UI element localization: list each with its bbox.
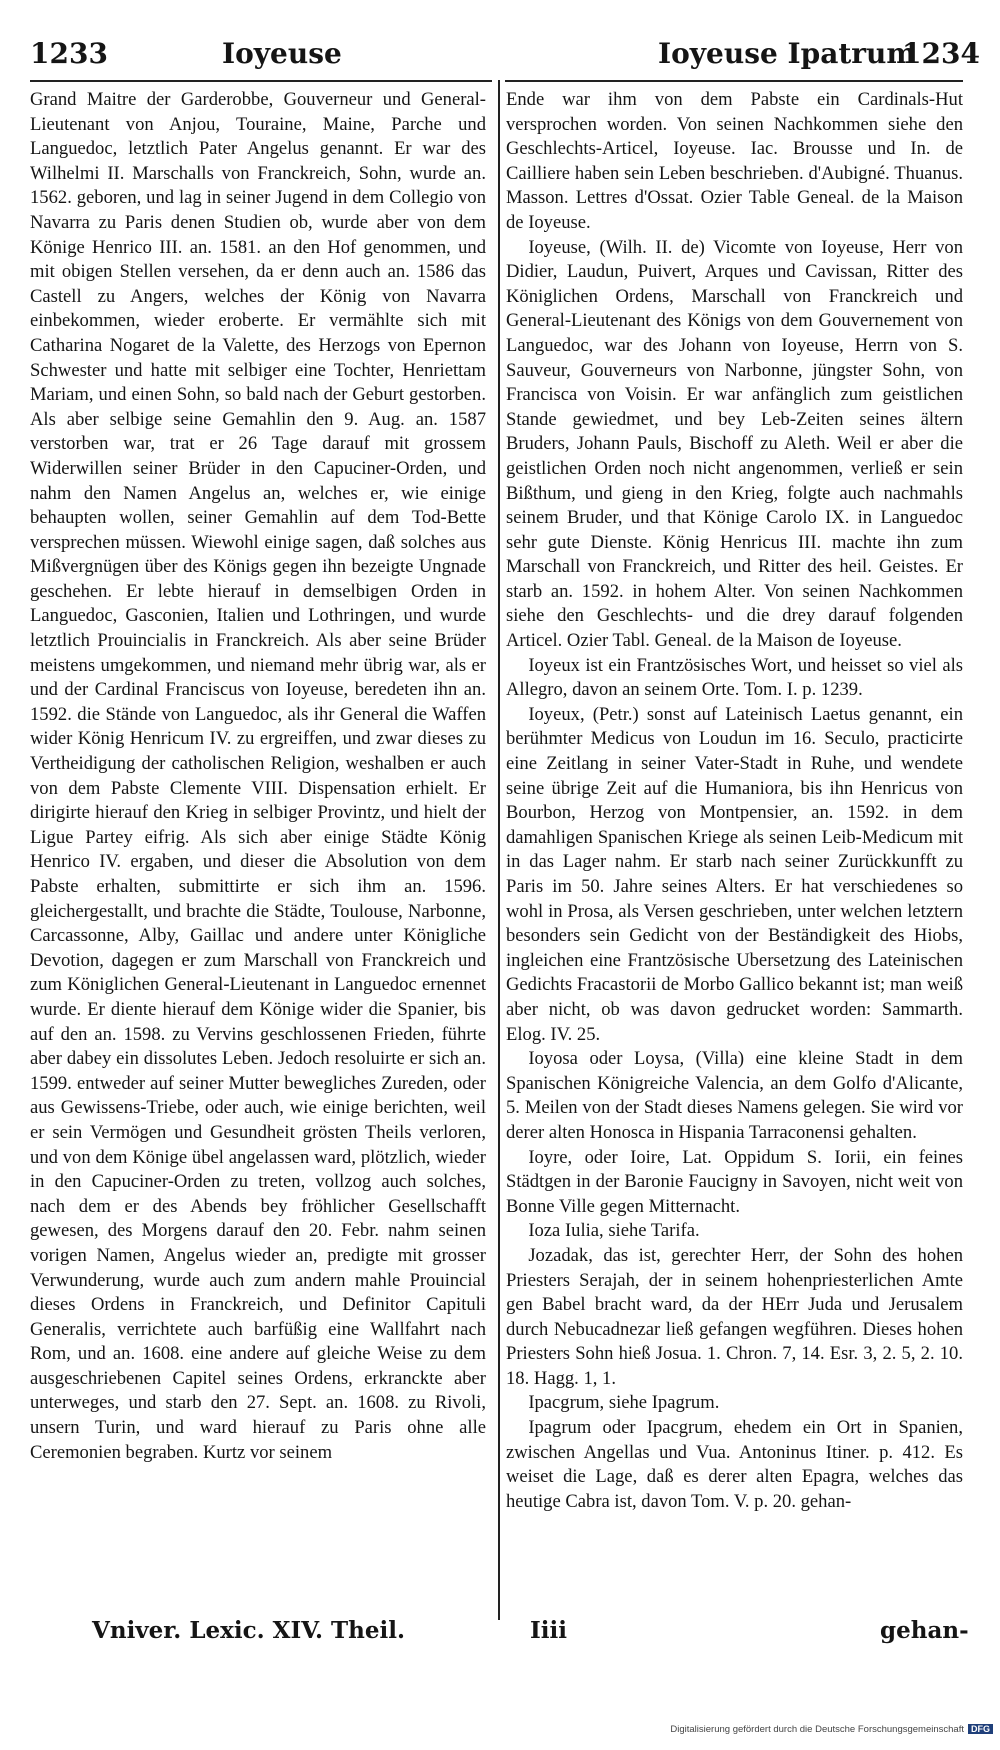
left-column [30, 88, 486, 1608]
entry-paragraph: Ioyre, oder Ioire, Lat. Oppidum S. Iorii, ein feines Städtgen in der Baronie Faucigny in Savoyen, nicht weit von Bonne Ville gegen Mitternacht. [506, 1146, 963, 1217]
header-rule-left [30, 80, 492, 82]
running-title-left: Ioyeuse [222, 37, 342, 70]
digitization-credit-text: Digitalisierung gefördert durch die Deutsche Forschungsgemeinschaft [670, 1724, 964, 1735]
entry-paragraph: Jozadak, das ist, gerechter Herr, der Sohn des hohen Priesters Serajah, der in seinem hohenpriesterlichen Amte gen Babel bracht ward, da der HErr Juda und Jerusalem durch Nebucadnezar ließ gefangen wegführen. Dieses hohen Priesters Sohn hieß Josua. 1. Chron. 7, 14. Esr. 3, 2. 5, 2. 10. 18. Hagg. 1, 1. [506, 1244, 963, 1389]
entry-paragraph: Ipagrum oder Ipacgrum, ehedem ein Ort in Spanien, zwischen Angellas und Vua. Antoninus Itiner. p. 412. Es weiset die Lage, daß es derer alten Epagra, welches das heutige Cabra ist, davon Tom. V. p. 20. gehan- [506, 1417, 963, 1512]
header-rule-right [505, 80, 963, 82]
running-title-right: Ioyeuse Ipatrum [658, 37, 917, 70]
entry-paragraph: Ioyosa oder Loysa, (Villa) eine kleine Stadt in dem Spanischen Königreiche Valencia, an dem Golfo d'Alicante, 5. Meilen von der Stadt dieses Namens gelegen. Sie wird vor derer alten Honosca in Hispania Tarraconensi gehalten. [506, 1048, 963, 1143]
page-number-right: 1234 [902, 37, 980, 70]
right-column [506, 88, 963, 1608]
entry-paragraph: Ioza Iulia, siehe Tarifa. [528, 1220, 700, 1242]
footer-signature: Vniver. Lexic. XIV. Theil. [92, 1617, 405, 1644]
dfg-logo: DFG [968, 1724, 993, 1734]
footer-catchword: gehan- [880, 1617, 969, 1644]
entry-paragraph: Ioyeux, (Petr.) sonst auf Lateinisch Laetus genannt, ein berühmter Medicus von Loudun im 16. Seculo, practicirte eine Zeitlang in seiner Vater-Stadt in Ruhe, und wendete seine übrige Zeit auf die Humaniora, bis ihn Henricus von Bourbon, Herzog von Montpensier, an. 1592. in dem damahligen Spanischen Kriege als seinen Leib-Medicum mit in das Lager nahm. Er starb nach seiner Zurückkunfft zu Paris im 50. Jahre seines Alters. Er hat verschiedenes so wohl in Prosa, als Versen geschrieben, unter welchen letztern besonders sein Gedicht von der Beständigkeit des Hiobs, ingleichen eine Frantzösische Ubersetzung des Lateinischen Gedichts Fracastorii de Morbo Gallico bekannt ist; man weiß aber nicht, ob was davon gedrucket worden: Sammarth. Elog. IV. 25. [506, 703, 963, 1045]
footer-gathering-mark: Iiii [530, 1617, 567, 1644]
digitization-credit [578, 1724, 993, 1735]
entry-paragraph: Ioyeux ist ein Frantzösisches Wort, und heisset so viel als Allegro, davon an seinem Orte. Tom. I. p. 1239. [506, 654, 963, 701]
entry-paragraph: Ioyeuse, (Wilh. II. de) Vicomte von Ioyeuse, Herr von Didier, Laudun, Puivert, Arques und Cavissan, Ritter des Königlichen Ordens, Marschall von Franckreich und General-Lieutenant des Königs von dem Gouvernement von Languedoc, war des Johann von Ioyeuse, Herrn von S. Sauveur, Gouverneurs von Narbonne, jüngster Sohn, von Francisca von Voisin. Er war anfänglich zum geistlichen Stande gewiedmet, und bey Leb-Zeiten seines ältern Bruders, Johann Pauls, Bischoff zu Aleth. Weil er aber die geistlichen Orden noch nicht angenommen, verließ er sein Bißthum, und gieng in den Krieg, folgte auch nachmahls seinem Bruder, und that Könige Carolo IX. in Languedoc sehr gute Dienste. König Henricus III. machte ihn zum Marschall von Franckreich, und Ritter des heil. Geistes. Er starb an. 1592. in hohem Alter. Von seinen Nachkommen siehe den Geschlechts- und die drey darauf folgenden Articel. Ozier Tabl. Geneal. de la Maison de Ioyeuse. [506, 236, 963, 652]
column-divider [498, 80, 500, 1620]
left-paragraph: Grand Maitre der Garderobbe, Gouverneur und General-Lieutenant von Anjou, Touraine, Maine, Parche und Languedoc, letztlich Pater Angelus genannt. Er war des Wilhelmi II. Marschalls von Franckreich, Sohn, wurde an. 1562. geboren, und lag in seiner Jugend in dem Collegio von Navarra zu Paris denen Studien ob, wurde aber von dem Könige Henrico III. an. 1581. an den Hof genommen, und mit obigen Stellen versehen, da er denn auch an. 1586 das Castell zu Angers, welches der König von Navarra einbekommen, wieder eroberte. Er vermählte sich mit Catharina Nogaret de la Valette, des Herzogs von Epernon Schwester und hatte mit selbiger eine Tochter, Henriettam Mariam, und einen Sohn, so bald nach der Geburt gestorben. Als aber selbige seine Gemahlin den 9. Aug. an. 1587 verstorben war, trat er 26 Tage darauf mit grossem Widerwillen seiner Brüder in den Capuciner-Orden, und nahm den Namen Angelus an, welches er, wie einige behaupten wollen, seiner Gemahlin auf dem Tod-Bette versprechen müssen. Wiewohl einige sagen, daß solches aus Mißvergnügen über des Königs gegen ihn bezeigte Ungnade geschehen. Er lebte hierauf in demselbigen Orden in Languedoc, Gasconien, Italien und Lothringen, und wurde letztlich Prouincialis in Franckreich. Als aber seine Brüder meistens umgekommen, und niemand mehr übrig war, als er und der Cardinal Franciscus von Ioyeuse, beredeten ihn an. 1592. die Stände von Languedoc, als ihr General die Waffen wider König Henricum IV. zu ergreiffen, und zwar dieses zu Vertheidigung der catholischen Religion, weshalben er auch von dem Pabste Clemente VIII. Dispensation erhielt. Er dirigirte hierauf den Krieg in selbiger Provintz, und hielt der Ligue Partey eifrig. Als sich aber einige Städte König Henrico IV. ergaben, und dieser die Absolution von dem Pabste erhalten, submittirte er sich ihm an. 1596. gleichergestallt, und brachte die Städte, Toulouse, Narbonne, Carcassonne, Alby, Gaillac und andere unter Königliche Devotion, dagegen er zum Marschall von Franckreich und zum Königlichen General-Lieutenant in Languedoc ernennet wurde. Er diente hierauf dem Könige wider die Spanier, bis auf den an. 1598. zu Vervins geschlossenen Frieden, führte aber dabey ein dissolutes Leben. Jedoch resoluirte er sich an. 1599. entweder auf seiner Mutter bewegliches Zureden, oder aus Gewissens-Triebe, oder auch, wie einige berichten, weil er sein Vermögen und Gesundheit grösten Theils verloren, und von dem Könige übel angelassen ward, plötzlich, wieder in den Capuciner-Orden zu treten, vollzog auch solches, nach dem er des Abends bey fröhlicher Gesellschafft gewesen, des Morgens darauf den 20. Febr. nahm seinen vorigen Namen, Angelus wieder an, predigte mit grosser Verwunderung, wurde auch zum andern mahle Prouincial dieses Ordens in Franckreich, und Definitor Capituli Generalis, verrichtete auch barfüßig eine Wallfahrt nach Rom, und an. 1608. eine andere auf gleiche Weise zu dem ausgeschriebenen Capitel seines Ordens, erkranckte aber unterweges, und starb den 27. Sept. an. 1608. zu Rivoli, unsern Turin, und ward hierauf zu Paris ohne alle Ceremonien begraben. Kurtz vor seinem [30, 89, 486, 1463]
entry-paragraph: Ende war ihm von dem Pabste ein Cardinals-Hut versprochen worden. Von seinen Nachkommen siehe den Geschlechts-Articel, Ioyeuse. Iac. Brousse und In. de Cailliere haben sein Leben beschrieben. d'Aubigné. Thuanus. Masson. Lettres d'Ossat. Ozier Table Geneal. de la Maison de Ioyeuse. [506, 89, 963, 233]
entry-paragraph: Ipacgrum, siehe Ipagrum. [528, 1392, 720, 1414]
page-number-left: 1233 [30, 37, 108, 70]
